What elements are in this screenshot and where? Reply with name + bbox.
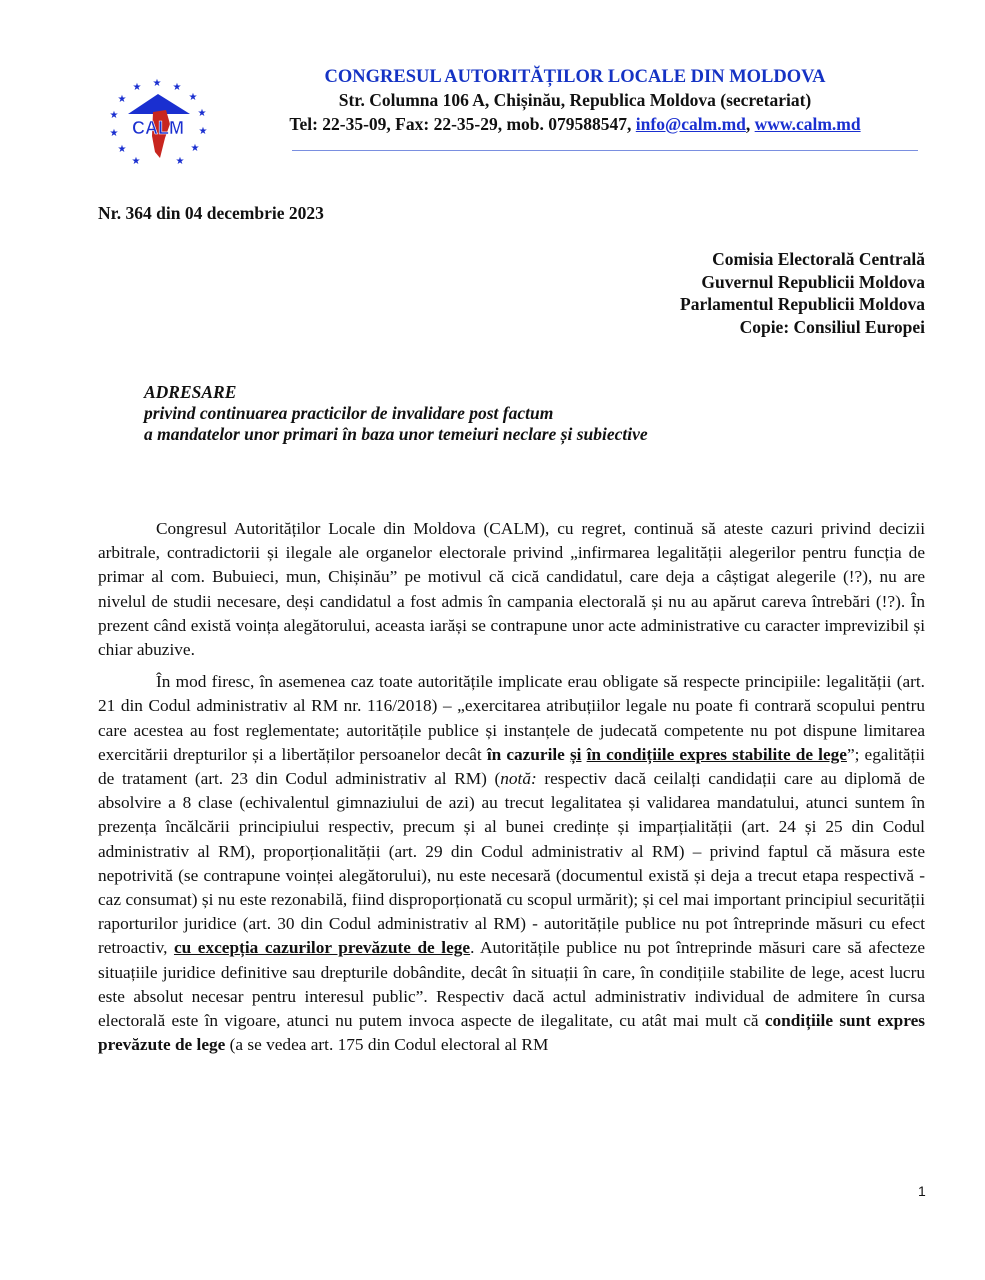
svg-text:★: ★ xyxy=(172,82,182,93)
bold-run: condițiile sunt expres prevăzute de lege xyxy=(98,1011,925,1055)
paragraph: Congresul Autorităților Locale din Moldova (CALM), cu regret, continuă să ateste cazuri privind decizii arbitrale, contradictorii și ilegale ale organelor electorale privind „infirmarea legalității alegerilor pentru funcția de primar al com. Bubuieci, mun, Chișinău” pe motivul că cică candidatul, care deja a câștigat alegerile (!?), nu are nivelul de studii necesare, deși candidatul a fost admis în campania electorală și nu au apărut careva întrebări (!?). În prezent când există voința alegătorului, aceasta iarăși se contrapune unor acte administrative cu caracter imprevizibil și chiar abuzive. xyxy=(98,519,925,660)
italic-note: notă: xyxy=(500,769,537,789)
title-heading: ADRESARE xyxy=(144,382,237,402)
letter-body xyxy=(98,517,925,1065)
svg-text:★: ★ xyxy=(197,108,207,119)
svg-text:★: ★ xyxy=(109,128,119,139)
roof-shape xyxy=(128,94,190,114)
svg-text:★: ★ xyxy=(109,110,119,121)
reference-number: Nr. 364 din 04 decembrie 2023 xyxy=(98,203,324,223)
svg-text:★: ★ xyxy=(175,156,185,167)
svg-text:★: ★ xyxy=(132,82,142,93)
recipient-line: Comisia Electorală Centrală xyxy=(712,249,925,269)
svg-text:★: ★ xyxy=(152,78,162,89)
calm-logo-icon xyxy=(108,76,212,172)
bold-underlined-run: în condițiile expres stabilite de lege xyxy=(586,744,847,764)
contact-phones: Tel: 22-35-09, Fax: 22-35-29, mob. 079588547, xyxy=(289,114,636,134)
recipient-line: Guvernul Republicii Moldova xyxy=(701,271,925,292)
contact-line xyxy=(230,112,920,136)
recipient-line: Parlamentul Republicii Moldova xyxy=(680,294,925,314)
logo-text: CALM xyxy=(132,118,184,138)
website-link[interactable]: www.calm.md xyxy=(754,114,861,134)
bold-underlined-run: și xyxy=(569,744,582,764)
svg-text:★: ★ xyxy=(117,94,127,105)
svg-text:★: ★ xyxy=(188,92,198,103)
organization-address: Str. Columna 106 A, Chișinău, Republica Moldova (secretariat) xyxy=(338,90,812,110)
paragraph xyxy=(98,670,925,1057)
bold-run: în cazurile xyxy=(486,744,570,764)
organization-name: CONGRESUL AUTORITĂȚILOR LOCALE DIN MOLDOVA xyxy=(324,67,826,87)
recipient-line: Copie: Consiliul Europei xyxy=(739,316,925,337)
svg-text:★: ★ xyxy=(131,156,141,167)
text-run: . Autoritățile publice nu pot întreprinde măsuri care să afecteze situațiile juridice definitive sau drepturile dobândite, decât în situații în care, în condițiile stabilite de lege, acest lucru este absolut necesar pentru interesul public”. Respectiv dacă actul administrativ individual de admitere în cursa electorală este în vigoare, atunci nu putem invoca aspecte de ilegalitate, cu atât mai mult că xyxy=(98,938,925,1031)
page-number: 1 xyxy=(918,1183,926,1199)
text-run: (a se vedea art. 175 din Codul electoral al RM xyxy=(225,1035,549,1055)
header-divider xyxy=(292,150,918,151)
svg-text:★: ★ xyxy=(117,144,127,155)
title-line: a mandatelor unor primari în baza unor temeiuri neclare și subiective xyxy=(144,424,648,444)
svg-text:★: ★ xyxy=(190,143,200,154)
text-run: ”; egalității de tratament (art. 23 din Codul administrativ al RM) ( xyxy=(98,744,925,789)
contact-separator: , xyxy=(745,114,755,134)
letterhead xyxy=(230,66,920,136)
svg-text:★: ★ xyxy=(198,126,208,137)
recipients-block xyxy=(680,248,925,338)
email-link[interactable]: info@calm.md xyxy=(635,114,746,134)
text-run: respectiv dacă ceilalți candidații care au diplomă de absolvire a 8 clase (echivalentul gimnaziului de azi) au trecut legalitatea și validarea mandatului, atunci suntem în prezența încălcării principiului respectiv, precum și al bunei credințe și imparțialității (art. 24 și 25 din Codul administrativ al RM), proporționalității (art. 29 din Codul administrativ al RM) – privind faptul că măsura este nepotrivită (se contrapune voinței alegătorului), nu este necesară (documentul există și deja a trecut etapa respectivă -caz consumat) și nu este rezonabilă, fiind disproporționată cu scopul urmărit); și cel mai important principiul securității raporturilor juridice (art. 30 din Codul administrativ al RM) - autoritățile publice nu pot întreprinde măsuri cu efect retroactiv, xyxy=(98,769,925,958)
text-run: În mod firesc, în asemenea caz toate autoritățile implicate erau obligate să respecte principiile: legalității (art. 21 din Codul administrativ al RM nr. 116/2018) – „exercitarea atribuțiilor legale nu poate fi contrară scopului pentru care acestea au fost reglementate; autoritățile publice și instanțele de judecată competente nu pot dispune limitarea exercitării drepturilor și a libertăților persoanelor decât xyxy=(98,672,925,764)
title-line: privind continuarea practicilor de invalidare post factum xyxy=(144,403,554,423)
document-title xyxy=(144,382,648,445)
bold-underlined-run: cu excepția cazurilor prevăzute de lege xyxy=(173,938,471,958)
